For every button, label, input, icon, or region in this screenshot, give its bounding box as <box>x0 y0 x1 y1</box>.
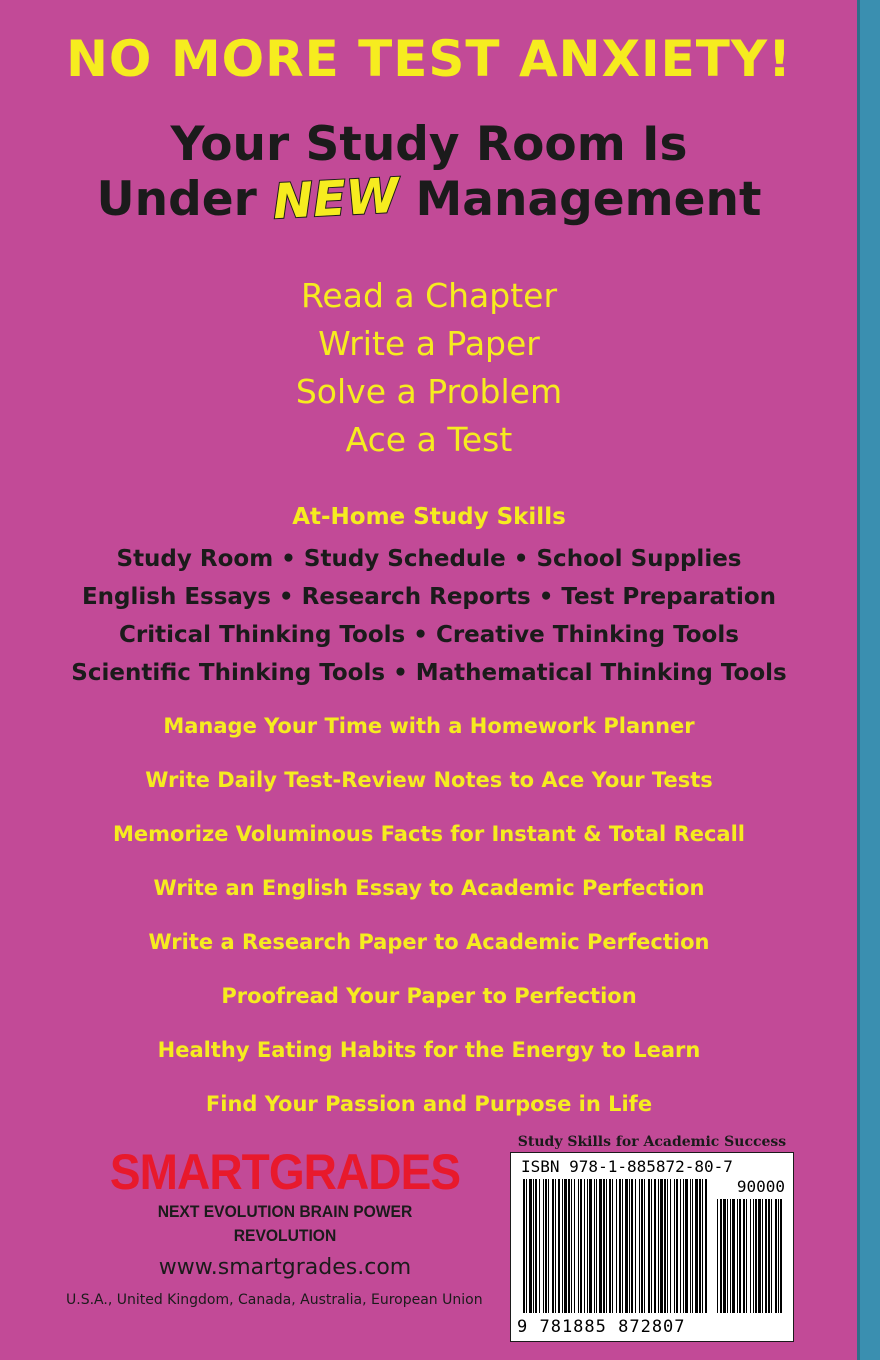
action-item: Write a Paper <box>318 324 540 363</box>
barcode-bar <box>543 1179 544 1313</box>
skills-line: Study Room • Study Schedule • School Supplies <box>116 546 742 572</box>
barcode-bar <box>564 1179 567 1313</box>
distribution-countries: U.S.A., United Kingdom, Canada, Australia, European Union <box>66 1292 483 1308</box>
barcode-bar <box>599 1179 602 1313</box>
barcode-bar <box>555 1179 556 1313</box>
barcode-bar <box>639 1179 640 1313</box>
barcode-bar <box>635 1179 636 1313</box>
skills-line: Critical Thinking Tools • Creative Thinking Tools <box>119 622 739 648</box>
addon-bar <box>730 1199 731 1313</box>
addon-bar <box>737 1199 738 1313</box>
book-spine-edge <box>857 0 880 1360</box>
barcode-bar <box>606 1179 607 1313</box>
barcode-bar <box>629 1179 630 1313</box>
barcode-bar <box>692 1179 693 1313</box>
addon-bar <box>743 1199 745 1313</box>
barcode-bar <box>690 1179 691 1313</box>
barcode-bar <box>660 1179 663 1313</box>
barcode-bar <box>568 1179 570 1313</box>
benefit-item: Manage Your Time with a Homework Planner <box>163 714 695 738</box>
barcode-bar <box>644 1179 645 1313</box>
publisher-logo-name: SMARTGRADES <box>109 1144 461 1200</box>
barcode-bar <box>664 1179 666 1313</box>
barcode-digits: 9 781885 872807 <box>517 1317 686 1337</box>
barcode-bar <box>699 1179 701 1313</box>
barcode-bar <box>670 1179 671 1313</box>
addon-bar <box>739 1199 741 1313</box>
publisher-url[interactable]: www.smartgrades.com <box>158 1255 412 1280</box>
benefit-item: Proofread Your Paper to Perfection <box>221 984 637 1008</box>
barcode-panel <box>510 1152 794 1342</box>
barcode-bar <box>533 1179 534 1313</box>
barcode-bar <box>523 1179 525 1313</box>
barcode-bar <box>539 1179 540 1313</box>
benefit-item: Healthy Eating Habits for the Energy to Learn <box>157 1038 701 1062</box>
benefit-item: Write Daily Test-Review Notes to Ace Your Tests <box>145 768 713 792</box>
barcode-bar <box>571 1179 572 1313</box>
subhead-line-1: Your Study Room Is <box>170 117 688 172</box>
barcode-bar <box>619 1179 621 1313</box>
benefit-item: Write a Research Paper to Academic Perfection <box>148 930 710 954</box>
addon-bar <box>755 1199 757 1313</box>
barcode-bar <box>625 1179 628 1313</box>
barcode-bar <box>676 1179 678 1313</box>
price-code: 90000 <box>736 1177 785 1196</box>
addon-bar <box>780 1199 782 1313</box>
barcode-bar <box>587 1179 588 1313</box>
barcode-bar <box>584 1179 585 1313</box>
barcode-bar <box>654 1179 656 1313</box>
barcode-bar <box>631 1179 633 1313</box>
skills-title: At-Home Study Skills <box>292 504 566 530</box>
barcode-bar <box>562 1179 563 1313</box>
action-item: Ace a Test <box>345 420 513 459</box>
barcode-bar <box>535 1179 537 1313</box>
cover-subhead <box>0 117 858 231</box>
barcode-bar <box>580 1179 582 1313</box>
barcode-bar <box>616 1179 617 1313</box>
barcode-bar <box>695 1179 698 1313</box>
barcode-bar <box>612 1179 613 1313</box>
barcode-bar <box>552 1179 554 1313</box>
action-item: Read a Chapter <box>300 276 558 315</box>
publisher-tagline: NEXT EVOLUTION BRAIN POWER REVOLUTION <box>157 1202 413 1245</box>
addon-bar <box>732 1199 735 1313</box>
cover-headline: NO MORE TEST ANXIETY! <box>66 30 792 88</box>
addon-bar <box>727 1199 728 1313</box>
subhead-line-2 <box>0 167 858 231</box>
addon-bar <box>750 1199 751 1313</box>
addon-bar <box>762 1199 763 1313</box>
addon-bar <box>753 1199 754 1313</box>
addon-bar <box>778 1199 779 1313</box>
barcode-bar <box>529 1179 532 1313</box>
addon-bar <box>746 1199 747 1313</box>
barcode-bar <box>558 1179 560 1313</box>
addon-bar <box>723 1199 726 1313</box>
barcode-bar <box>685 1179 688 1313</box>
barcode-bar <box>674 1179 675 1313</box>
benefit-item: Memorize Voluminous Facts for Instant & Total Recall <box>113 822 745 846</box>
benefit-item: Write an English Essay to Academic Perfection <box>153 876 705 900</box>
addon-bar <box>768 1199 770 1313</box>
addon-bar <box>771 1199 772 1313</box>
barcode-bar <box>641 1179 643 1313</box>
skills-list <box>0 540 858 692</box>
barcode-bar <box>680 1179 681 1313</box>
barcode-bar <box>578 1179 579 1313</box>
action-item: Solve a Problem <box>295 372 563 411</box>
isbn-number: ISBN 978-1-885872-80-7 <box>521 1157 733 1176</box>
barcode-bar <box>526 1179 527 1313</box>
barcode-bar <box>705 1179 707 1313</box>
series-title: Study Skills for Academic Success <box>517 1134 787 1150</box>
barcode-bar <box>622 1179 623 1313</box>
addon-bar <box>775 1199 777 1313</box>
barcode-bar <box>594 1179 595 1313</box>
addon-bar <box>717 1199 718 1313</box>
barcode-bar <box>683 1179 684 1313</box>
barcode-bar <box>545 1179 547 1313</box>
barcode-bar <box>609 1179 611 1313</box>
addon-bar <box>758 1199 761 1313</box>
subhead-under: Under <box>96 172 257 227</box>
barcode-bar <box>603 1179 605 1313</box>
addon-bar <box>765 1199 767 1313</box>
subhead-new-badge: NEW <box>271 167 401 231</box>
barcode-bar <box>596 1179 597 1313</box>
barcode-bar <box>574 1179 575 1313</box>
barcode-bar <box>548 1179 549 1313</box>
barcode-bar <box>651 1179 652 1313</box>
barcode-block <box>510 1132 794 1342</box>
benefits-list <box>0 710 858 1142</box>
skills-line: Scientific Thinking Tools • Mathematical Thinking Tools <box>71 660 787 686</box>
benefit-item: Find Your Passion and Purpose in Life <box>205 1092 653 1116</box>
action-list <box>0 272 858 464</box>
skills-line: English Essays • Research Reports • Test Preparation <box>81 584 777 610</box>
publisher-brand <box>90 1144 480 1288</box>
addon-bar <box>720 1199 722 1313</box>
subhead-management: Management <box>415 172 762 227</box>
barcode-bar <box>702 1179 703 1313</box>
barcode-bar <box>648 1179 650 1313</box>
barcode-bar <box>667 1179 668 1313</box>
barcode-bar <box>589 1179 592 1313</box>
barcode-bar <box>658 1179 659 1313</box>
